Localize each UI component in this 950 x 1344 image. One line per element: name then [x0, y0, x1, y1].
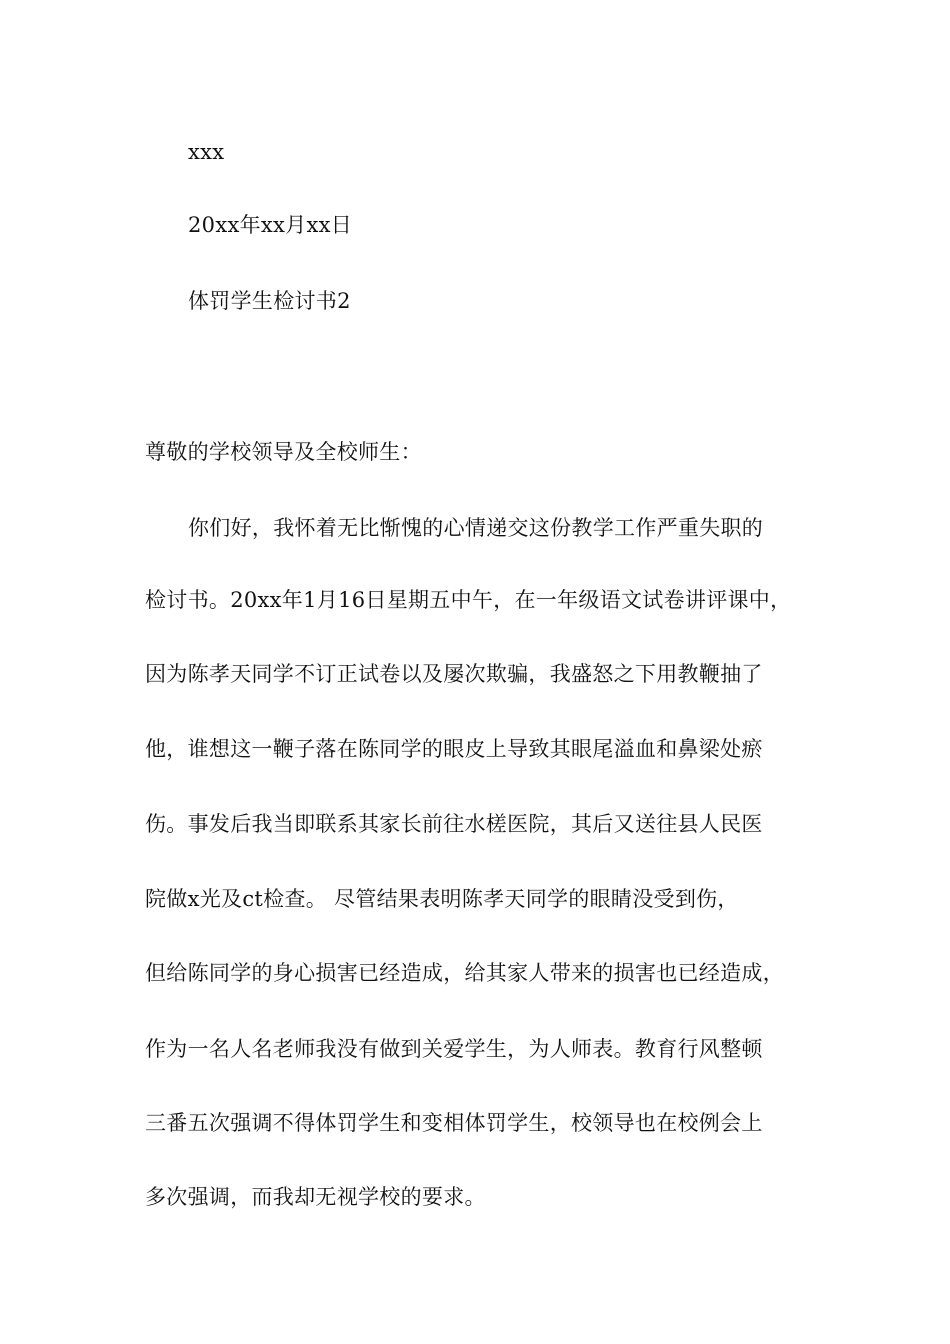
body-line: 多次强调，而我却无视学校的要求。 — [145, 1185, 486, 1209]
body-line: 三番五次强调不得体罚学生和变相体罚学生，校领导也在校例会上 — [145, 1111, 763, 1135]
body-line: 院做x光及ct检查。 尽管结果表明陈孝天同学的眼睛没受到伤， — [145, 887, 739, 911]
body-line: 检讨书。20xx年1月16日星期五中午，在一年级语文试卷讲评课中， — [145, 588, 792, 612]
body-line: 因为陈孝天同学不订正试卷以及屡次欺骗，我盛怒之下用教鞭抽了 — [145, 662, 763, 686]
document-title: 体罚学生检讨书2 — [188, 289, 351, 313]
body-line: 他，谁想这一鞭子落在陈同学的眼皮上导致其眼尾溢血和鼻梁处瘀 — [145, 737, 763, 761]
salutation: 尊敬的学校领导及全校师生： — [145, 440, 422, 464]
body-line: 作为一名人名老师我没有做到关爱学生，为人师表。教育行风整顿 — [145, 1037, 763, 1061]
date: 20xx年xx月xx日 — [188, 213, 353, 237]
body-line: 伤。事发后我当即联系其家长前往水槎医院，其后又送往县人民医 — [145, 812, 763, 836]
body-line: 你们好，我怀着无比惭愧的心情递交这份教学工作严重失职的 — [188, 516, 764, 540]
signature: xxx — [188, 140, 225, 164]
body-line: 但给陈同学的身心损害已经造成，给其家人带来的损害也已经造成， — [145, 961, 784, 985]
